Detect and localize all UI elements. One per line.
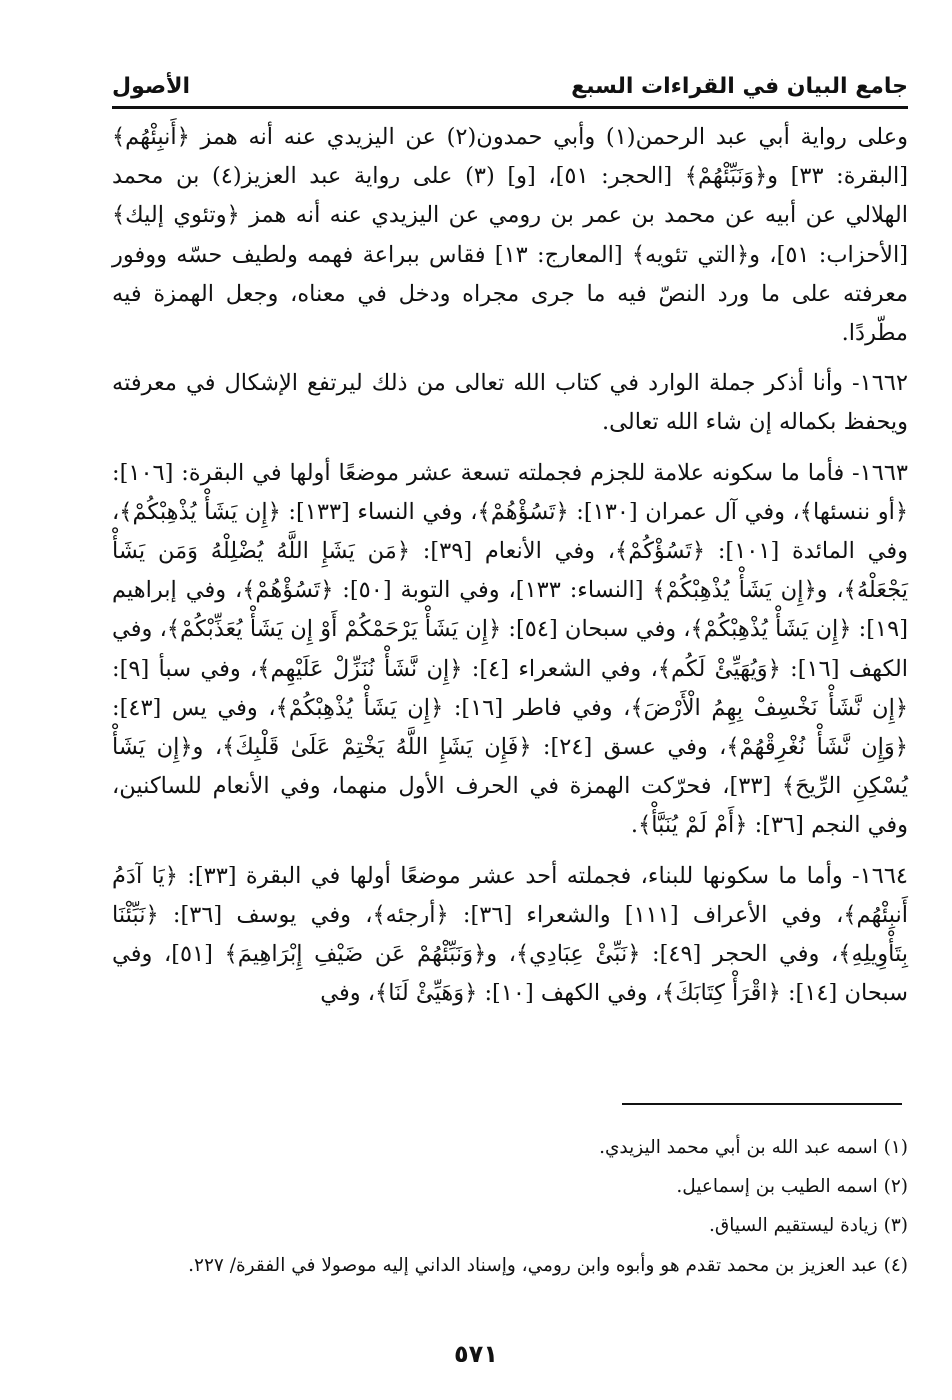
paragraph-1664: ١٦٦٤- وأما ما سكونها للبناء، فجملته أحد عشر موضعًا أولها في البقرة [٣٣]: ﴿يَا آدَمُ أَنبِئْهُم﴾، وفي الأعراف [١١١] والشعراء [٣٦]: ﴿أرجئه﴾، وفي يوسف [٣٦]: ﴿نَبِّئْنَا بِتَأْوِيلِهِ﴾، وفي الحجر [٤٩]: ﴿نَبِّئْ عِبَادِي﴾، و﴿وَنَبِّئْهُمْ عَن ضَيْفِ إِبْرَاهِيمَ﴾ [٥١]، وفي سبحان [١٤]: ﴿اقْرَأْ كِتَابَكَ﴾، وفي الكهف [١٠]: ﴿وَهَيِّئْ لَنَا﴾، وفي (112, 862, 908, 1007)
page-number: ٥٧١ (454, 1340, 498, 1368)
footnote-2: (٢) اسمه الطيب بن إسماعيل. (676, 1176, 908, 1197)
paragraph-1662: ١٦٦٢- وأنا أذكر جملة الوارد في كتاب الله تعالى من ذلك ليرتفع الإشكال في معرفته ويحفظ بكماله إن شاء الله تعالى. (112, 370, 908, 436)
footnote-divider (622, 1103, 902, 1105)
main-text (112, 118, 908, 1024)
section-title: الأصول (112, 73, 191, 99)
paragraph-intro: وعلى رواية أبي عبد الرحمن(١) وأبي حمدون(٢) عن اليزيدي عنه أنه همز ﴿أَنبِئْهُم﴾ [البقرة: ٣٣] و﴿وَنَبِّئْهُمْ﴾ [الحجر: ٥١]، [و] (٣) على رواية عبد العزيز(٤) بن محمد الهلالي عن أبيه عن محمد بن عمر بن رومي عن اليزيدي عنه أنه همز ﴿وتئوي إليك﴾ [الأحزاب: ٥١]، و﴿التي تئويه﴾ [المعارج: ١٣] فقاس ببراعة فهمه ولطيف حسّه ووفور معرفته على ما ورد النصّ فيه ما جرى مجراه ودخل في معناه، وجعل الهمزة فيه مطّردًا. (112, 124, 909, 347)
footnote-4: (٤) عبد العزيز بن محمد تقدم هو وأبوه وابن رومي، وإسناد الداني إليه موصولا في الفقرة/ ٢٢٧. (188, 1255, 908, 1276)
running-header (112, 66, 908, 106)
header-divider (112, 106, 908, 109)
book-title: جامع البيان في القراءات السبع (571, 73, 908, 99)
footnotes (100, 1128, 908, 1280)
footnote-1: (١) اسمه عبد الله بن أبي محمد اليزيدي. (599, 1137, 908, 1158)
footnote-3: (٣) زيادة ليستقيم السياق. (709, 1215, 908, 1236)
paragraph-1663: ١٦٦٣- فأما ما سكونه علامة للجزم فجملته تسعة عشر موضعًا أولها في البقرة: [١٠٦]: ﴿أو ننسئها﴾، وفي آل عمران [١٣٠]: ﴿تَسُؤْهُمْ﴾، وفي النساء [١٣٣]: ﴿إِن يَشَأْ يُذْهِبْكُمْ﴾، وفي المائدة [١٠١]: ﴿تَسُؤْكُمْ﴾، وفي الأنعام [٣٩]: ﴿مَن يَشَإِ اللَّهُ يُضْلِلْهُ وَمَن يَشَأْ يَجْعَلْهُ﴾، و﴿إِن يَشَأْ يُذْهِبْكُمْ﴾ [النساء: ١٣٣]، وفي التوبة [٥٠]: ﴿تَسُؤْهُمْ﴾، وفي إبراهيم [١٩]: ﴿إِن يَشَأْ يُذْهِبْكُمْ﴾، وفي سبحان [٥٤]: ﴿إِن يَشَأْ يَرْحَمْكُمْ أَوْ إِن يَشَأْ يُعَذِّبْكُمْ﴾، وفي الكهف [١٦]: ﴿وَيُهَيِّئْ لَكُم﴾، وفي الشعراء [٤]: ﴿إِن نَّشَأْ نُنَزِّلْ عَلَيْهِم﴾، وفي سبأ [٩]: ﴿إِن نَّشَأْ نَخْسِفْ بِهِمُ الْأَرْضَ﴾، وفي فاطر [١٦]: ﴿إِن يَشَأْ يُذْهِبْكُمْ﴾، وفي يس [٤٣]: ﴿وَإِن نَّشَأْ نُغْرِقْهُمْ﴾، وفي عسق [٢٤]: ﴿فَإِن يَشَإِ اللَّهُ يَخْتِمْ عَلَىٰ قَلْبِكَ﴾، و﴿إِن يَشَأْ يُسْكِنِ الرِّيحَ﴾ [٣٣]، فحرّكت الهمزة في الحرف الأول منهما، وفي الأنعام للساكنين، وفي النجم [٣٦]: ﴿أَمْ لَمْ يُنَبَّأْ﴾. (112, 459, 909, 839)
